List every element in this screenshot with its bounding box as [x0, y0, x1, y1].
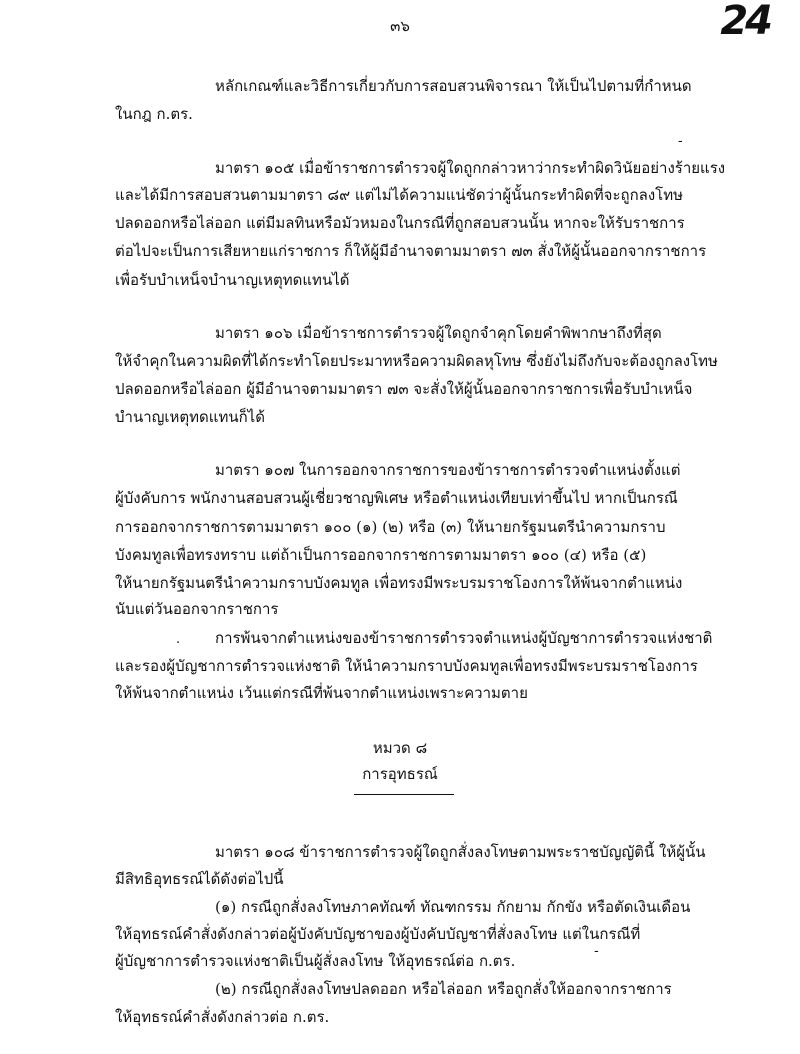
- text-line: ให้จำคุกในความผิดที่ได้กระทำโดยประมาทหรือความผิดลหุโทษ ซึ่งยังไม่ถึงกับจะต้องถูกลงโทษ: [115, 352, 718, 370]
- text-line: ปลดออกหรือไล่ออก แต่มีมลทินหรือมัวหมองในกรณีที่ถูกสอบสวนนั้น หากจะให้รับราชการ: [115, 214, 685, 232]
- text-line: ในกฎ ก.ตร.: [115, 105, 193, 123]
- text-line: หลักเกณฑ์และวิธีการเกี่ยวกับการสอบสวนพิจารณา ให้เป็นไปตามที่กำหนด: [215, 77, 692, 95]
- text-line: ให้พ้นจากตำแหน่ง เว้นแต่กรณีที่พ้นจากตำแหน่งเพราะความตาย: [115, 684, 528, 702]
- scan-mark: .: [176, 632, 181, 647]
- text-line: เพื่อรับบำเหน็จบำนาญเหตุทดแทนได้: [115, 271, 350, 289]
- text-line: ให้อุทธรณ์คำสั่งดังกล่าวต่อ ก.ตร.: [115, 1008, 330, 1026]
- text-line: ผู้บังคับการ พนักงานสอบสวนผู้เชี่ยวชาญพิเศษ หรือตำแหน่งเทียบเท่าขึ้นไป หากเป็นกรณี: [115, 489, 678, 507]
- chapter-number: หมวด ๘: [372, 739, 428, 757]
- text-line: มีสิทธิอุทธรณ์ได้ดังต่อไปนี้: [115, 870, 284, 888]
- text-line: (๑) กรณีถูกสั่งลงโทษภาคทัณฑ์ ทัณฑกรรม กักยาม กักขัง หรือตัดเงินเดือน: [215, 898, 691, 916]
- handwritten-page-number: 24: [720, 0, 770, 44]
- text-line: ปลดออกหรือไล่ออก ผู้มีอำนาจตามมาตรา ๗๓ จะสั่งให้ผู้นั้นออกจากราชการเพื่อรับบำเหน็จ: [115, 380, 693, 398]
- text-line: และรองผู้บัญชาการตำรวจแห่งชาติ ให้นำความกราบบังคมทูลเพื่อทรงมีพระบรมราชโองการ: [115, 657, 698, 675]
- text-line: ผู้บัญชาการตำรวจแห่งชาติเป็นผู้สั่งลงโทษ ให้อุทธรณ์ต่อ ก.ตร.: [115, 952, 516, 970]
- text-line: และได้มีการสอบสวนตามมาตรา ๘๙ แต่ไม่ได้ความแน่ชัดว่าผู้นั้นกระทำผิดที่จะถูกลงโทษ: [115, 186, 684, 204]
- chapter-title: การอุทธรณ์: [362, 765, 438, 783]
- text-line: (๒) กรณีถูกสั่งลงโทษปลดออก หรือไล่ออก หรือถูกสั่งให้ออกจากราชการ: [215, 980, 672, 998]
- section-105-line: มาตรา ๑๐๕ เมื่อข้าราชการตำรวจผู้ใดถูกกล่าวหาว่ากระทำผิดวินัยอย่างร้ายแรง: [215, 159, 726, 177]
- text-line: ให้อุทธรณ์คำสั่งดังกล่าวต่อผู้บังคับบัญชาของผู้บังคับบัญชาที่สั่งลงโทษ แต่ในกรณีที่: [115, 925, 641, 943]
- scan-mark: -: [594, 944, 599, 959]
- text-line: บังคมทูลเพื่อทรงทราบ แต่ถ้าเป็นการออกจากราชการตามมาตรา ๑๐๐ (๔) หรือ (๕): [115, 546, 647, 564]
- scan-mark: -: [678, 134, 683, 149]
- section-108-line: มาตรา ๑๐๘ ข้าราชการตำรวจผู้ใดถูกสั่งลงโทษตามพระราชบัญญัตินี้ ให้ผู้นั้น: [215, 843, 706, 861]
- page-number: ๓๖: [390, 17, 410, 35]
- text-line: บำนาญเหตุทดแทนก็ได้: [115, 408, 265, 426]
- text-line: ต่อไปจะเป็นการเสียหายแก่ราชการ ก็ให้ผู้มีอำนาจตามมาตรา ๗๓ สั่งให้ผู้นั้นออกจากราชการ: [115, 242, 707, 260]
- text-line: ให้นายกรัฐมนตรีนำความกราบบังคมทูล เพื่อทรงมีพระบรมราชโองการให้พ้นจากตำแหน่ง: [115, 574, 683, 592]
- section-106-line: มาตรา ๑๐๖ เมื่อข้าราชการตำรวจผู้ใดถูกจำคุกโดยคำพิพากษาถึงที่สุด: [215, 324, 662, 342]
- section-107-line: มาตรา ๑๐๗ ในการออกจากราชการของข้าราชการตำรวจตำแหน่งตั้งแต่: [215, 461, 681, 479]
- chapter-divider: [354, 794, 454, 795]
- text-line: การออกจากราชการตามมาตรา ๑๐๐ (๑) (๒) หรือ (๓) ให้นายกรัฐมนตรีนำความกราบ: [115, 518, 666, 536]
- text-line: นับแต่วันออกจากราชการ: [115, 600, 279, 618]
- text-line: การพ้นจากตำแหน่งของข้าราชการตำรวจตำแหน่งผู้บัญชาการตำรวจแห่งชาติ: [215, 629, 713, 647]
